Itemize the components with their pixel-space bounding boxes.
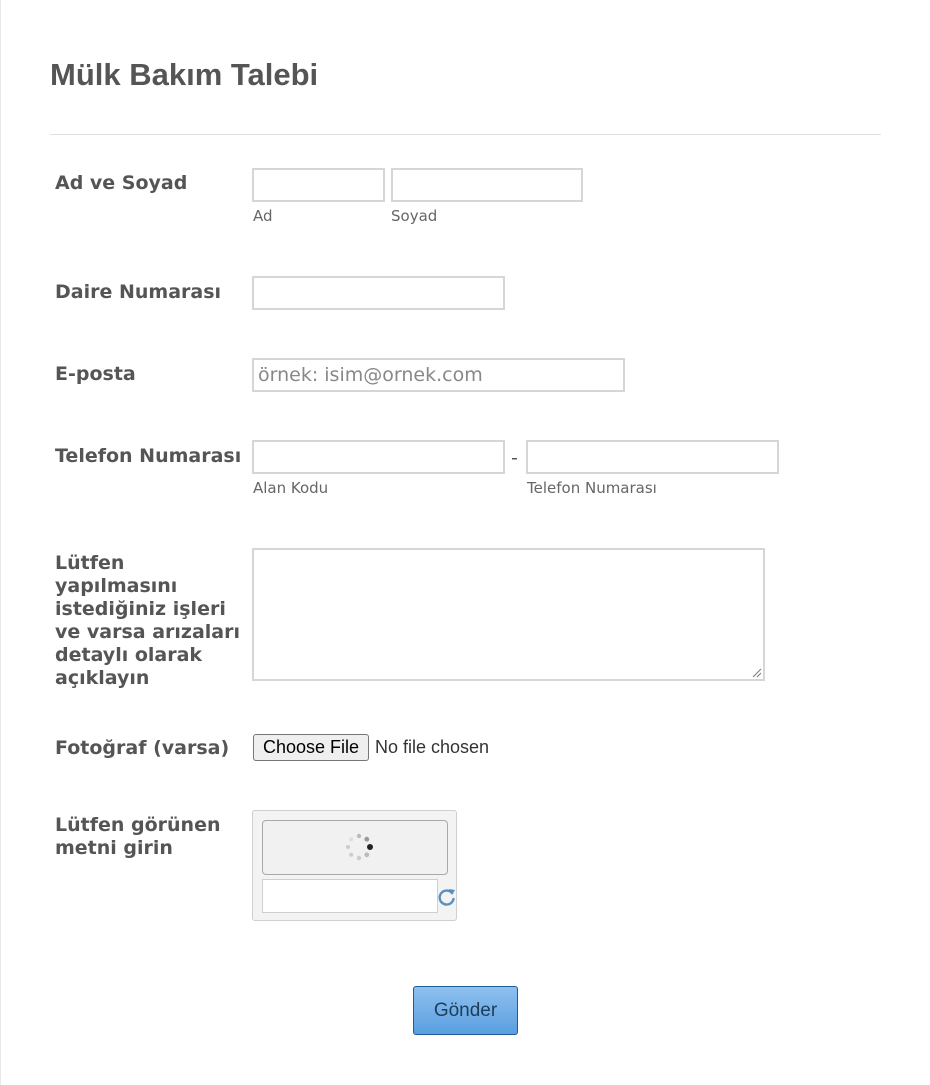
submit-button[interactable]: Gönder — [413, 986, 518, 1035]
file-status-text: No file chosen — [375, 737, 490, 757]
email-label: E-posta — [55, 363, 136, 385]
name-label: Ad ve Soyad — [55, 172, 188, 194]
description-textarea[interactable] — [252, 548, 765, 681]
phone-separator: - — [511, 447, 518, 469]
last-name-input[interactable] — [391, 168, 583, 202]
captcha-label: Lütfen görünen metni girin — [55, 814, 221, 859]
photo-label: Fotoğraf (varsa) — [55, 737, 230, 759]
apartment-label: Daire Numarası — [55, 281, 222, 303]
captcha-widget — [252, 810, 457, 921]
last-name-sublabel: Soyad — [391, 207, 438, 225]
phone-label: Telefon Numarası — [55, 445, 242, 467]
page-edge — [0, 0, 1, 1085]
first-name-sublabel: Ad — [253, 207, 273, 225]
form-title: Mülk Bakım Talebi — [50, 57, 319, 92]
title-divider — [50, 134, 881, 135]
description-label: Lütfen yapılmasını istediğiniz işleri ve varsa arızaları detaylı olarak açıklayın — [55, 552, 241, 689]
phone-number-input[interactable] — [526, 440, 779, 474]
captcha-image — [262, 820, 448, 875]
phone-number-sublabel: Telefon Numarası — [527, 479, 657, 497]
choose-file-button[interactable]: Choose File — [253, 734, 369, 761]
refresh-icon[interactable] — [437, 887, 457, 907]
first-name-input[interactable] — [252, 168, 385, 202]
resize-grip-icon[interactable] — [752, 668, 762, 678]
captcha-input[interactable] — [262, 879, 438, 913]
email-input[interactable]: örnek: isim@ornek.com — [252, 358, 625, 392]
area-code-input[interactable] — [252, 440, 505, 474]
apartment-number-input[interactable] — [252, 276, 505, 310]
loading-spinner-icon — [343, 831, 375, 863]
area-code-sublabel: Alan Kodu — [253, 479, 329, 497]
